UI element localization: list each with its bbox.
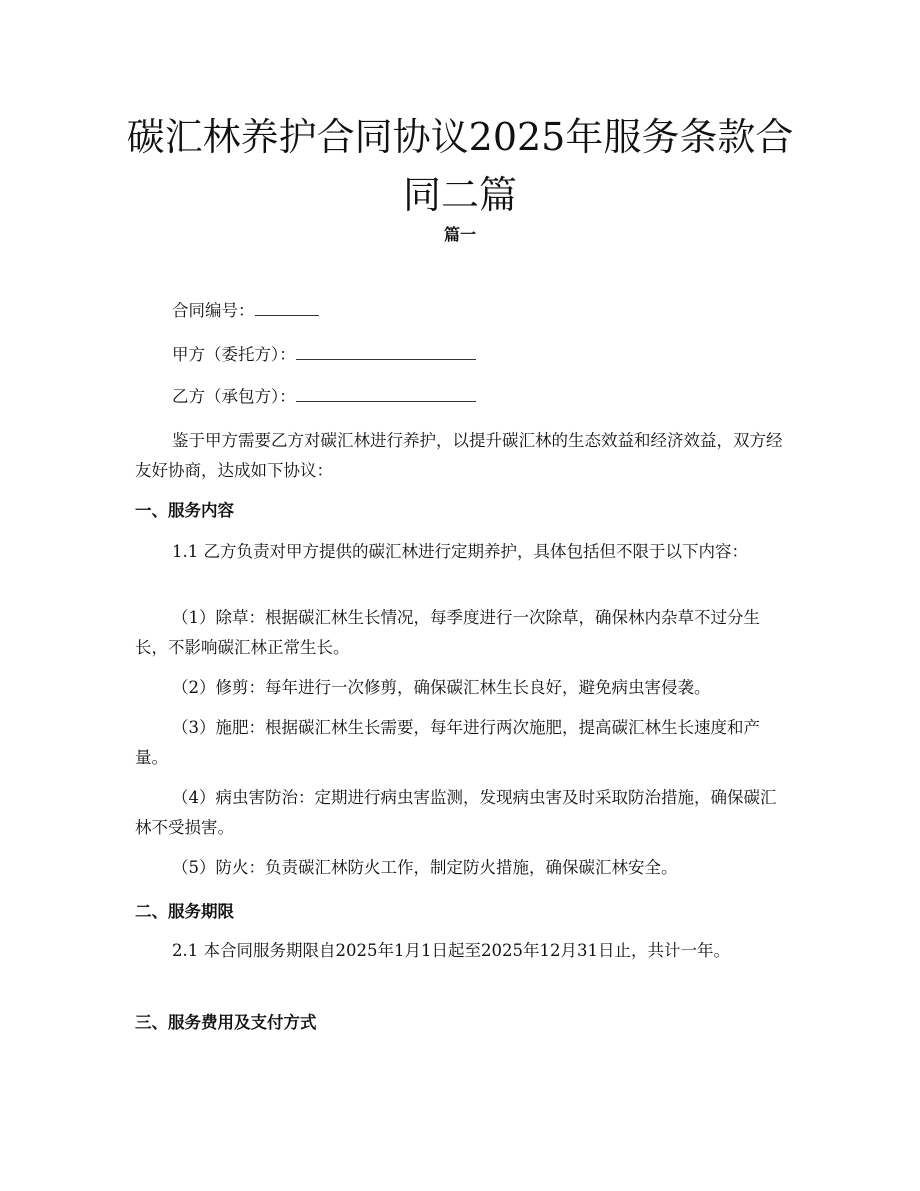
clause-fire-prevention: （5）防火：负责碳汇林防火工作，制定防火措施，确保碳汇林安全。 — [172, 858, 678, 877]
party-a-line — [135, 340, 785, 370]
clause-2-1: 2.1 本合同服务期限自2025年1月1日起至2025年12月31日止，共计一年。 — [172, 941, 730, 960]
clause-pest-control: （4）病虫害防治：定期进行病虫害监测，发现病虫害及时采取防治措施，确保碳汇林不受损害。 — [135, 788, 777, 837]
clause-fertilizing: （3）施肥：根据碳汇林生长需要，每年进行两次施肥，提高碳汇林生长速度和产量。 — [135, 718, 760, 767]
party-b-label: 乙方（承包方）： — [172, 387, 296, 406]
party-b-blank — [296, 385, 476, 402]
section-heading-1: 一、服务内容 — [135, 501, 234, 520]
party-b-line — [135, 382, 785, 412]
section-heading-2: 二、服务期限 — [135, 902, 234, 921]
section-heading-3: 三、服务费用及支付方式 — [135, 1013, 317, 1032]
document-title: 碳汇林养护合同协议2025年服务条款合同二篇 — [126, 115, 794, 217]
party-a-label: 甲方（委托方）： — [172, 345, 296, 364]
document-subtitle: 篇一 — [443, 225, 476, 244]
clause-weeding: （1）除草：根据碳汇林生长情况，每季度进行一次除草，确保林内杂草不过分生长，不影响碳汇林正常生长。 — [135, 608, 760, 657]
clause-1-1: 1.1 乙方负责对甲方提供的碳汇林进行定期养护，具体包括但不限于以下内容： — [172, 542, 748, 561]
clause-pruning: （2）修剪：每年进行一次修剪，确保碳汇林生长良好，避免病虫害侵袭。 — [172, 678, 711, 697]
contract-number-blank — [255, 299, 319, 316]
contract-number-label: 合同编号： — [172, 301, 255, 320]
party-a-blank — [296, 343, 476, 360]
contract-number-line — [135, 296, 785, 326]
preamble-paragraph: 鉴于甲方需要乙方对碳汇林进行养护，以提升碳汇林的生态效益和经济效益，双方经友好协商，达成如下协议： — [135, 431, 783, 480]
